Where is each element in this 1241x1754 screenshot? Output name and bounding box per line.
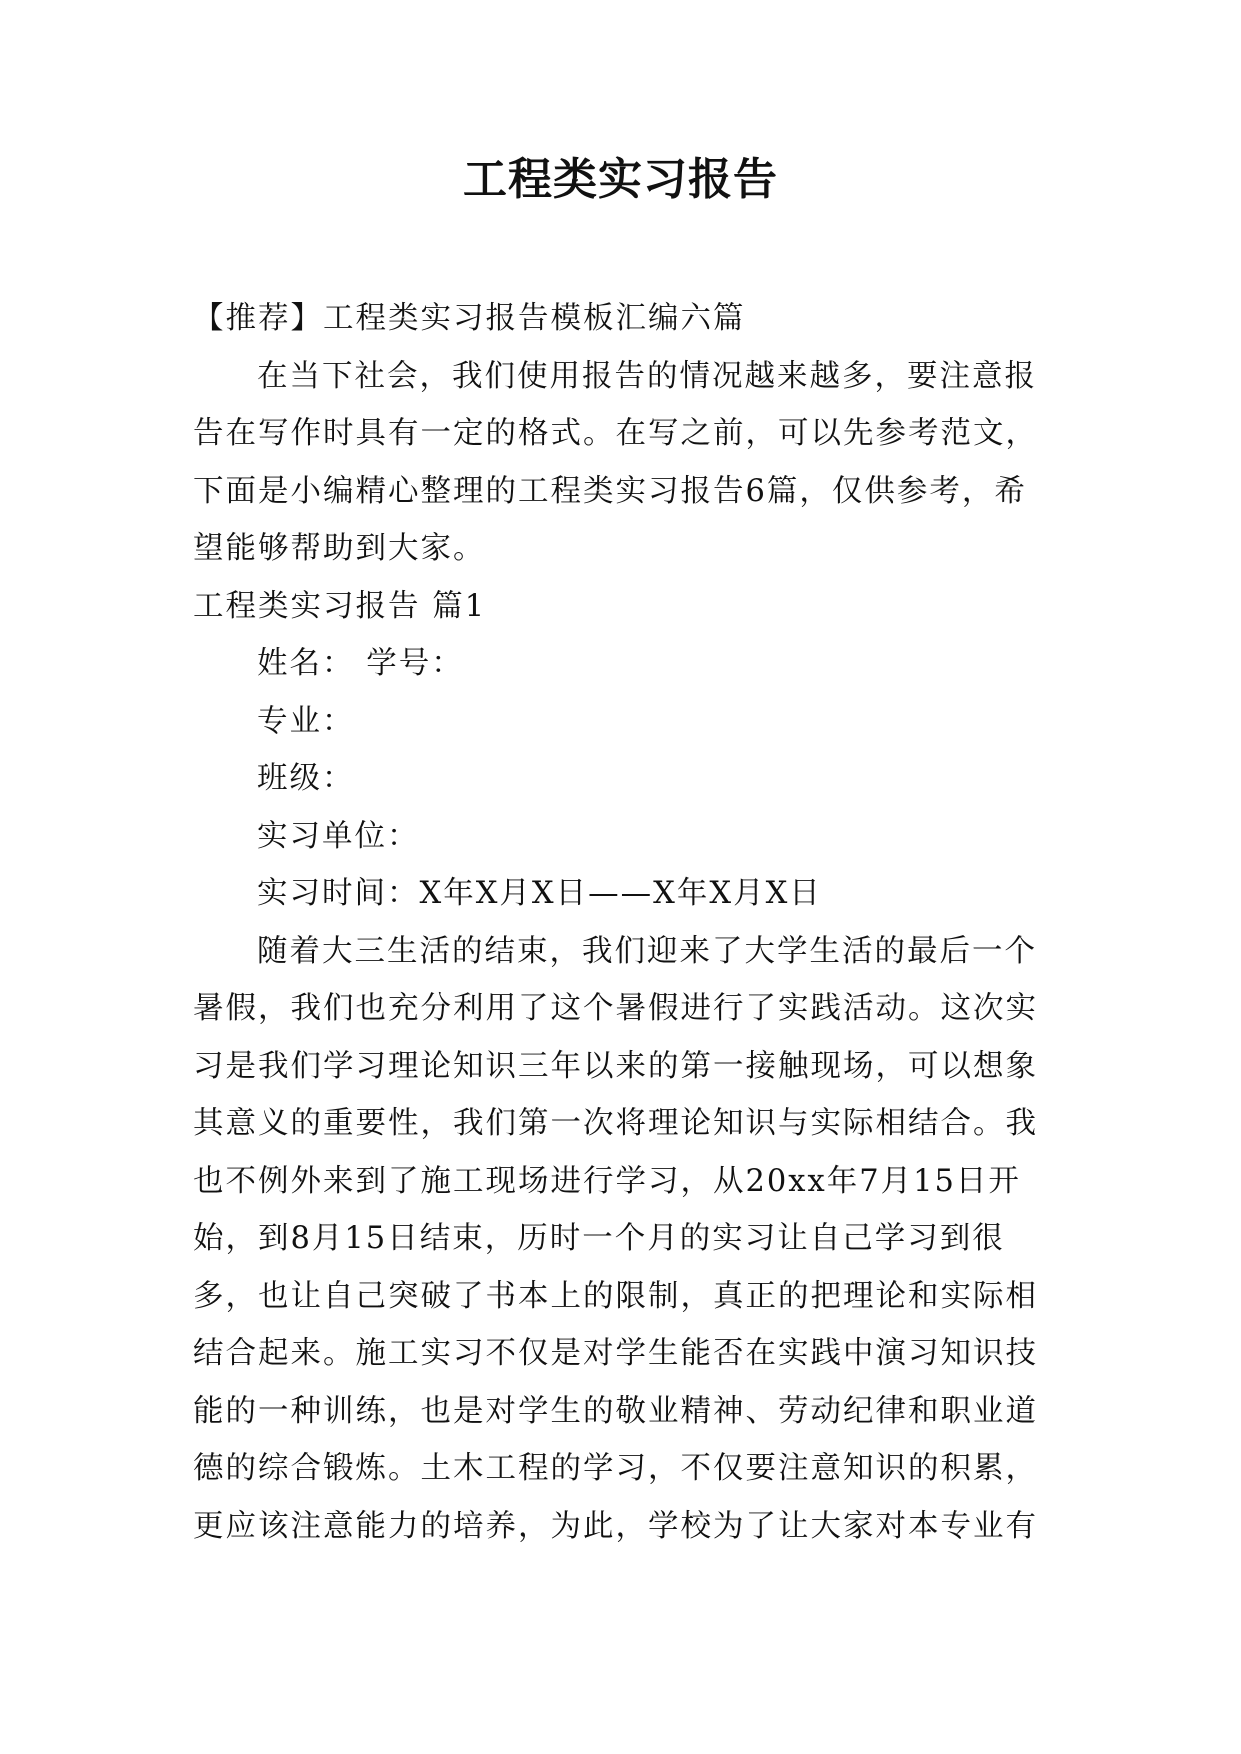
document-body xyxy=(193,290,1053,1555)
text-line: 下面是小编精心整理的工程类实习报告6篇，仅供参考，希 xyxy=(193,473,1027,509)
text-line: 其意义的重要性，我们第一次将理论知识与实际相结合。我 xyxy=(193,1106,1038,1141)
text-line: 也不例外来到了施工现场进行学习，从20xx年7月15日开 xyxy=(193,1163,1021,1199)
text-line: 随着大三生活的结束，我们迎来了大学生活的最后一个 xyxy=(257,933,1037,969)
text-line: 望能够帮助到大家。 xyxy=(193,531,486,566)
text-line: 暑假，我们也充分利用了这个暑假进行了实践活动。这次实 xyxy=(193,991,1038,1026)
form-field-name-id: 姓名： 学号： xyxy=(257,646,464,681)
form-field-major: 专业： xyxy=(257,703,355,739)
text-line: 结合起来。施工实习不仅是对学生能否在实践中演习知识技 xyxy=(193,1336,1038,1371)
text-line: 习是我们学习理论知识三年以来的第一接触现场，可以想象 xyxy=(193,1048,1038,1084)
text-line: 多，也让自己突破了书本上的限制，真正的把理论和实际相 xyxy=(193,1278,1038,1314)
text-line: 在当下社会，我们使用报告的情况越来越多，要注意报 xyxy=(257,358,1037,394)
text-line: 始，到8月15日结束，历时一个月的实习让自己学习到很 xyxy=(193,1221,1005,1256)
text-line: 告在写作时具有一定的格式。在写之前，可以先参考范文， xyxy=(193,416,1038,451)
text-line: 德的综合锻炼。土木工程的学习，不仅要注意知识的积累， xyxy=(193,1451,1038,1486)
form-field-class: 班级： xyxy=(257,761,355,796)
form-field-internship-time: 实习时间：X年X月X日——X年X月X日 xyxy=(257,876,822,911)
text-line: 能的一种训练，也是对学生的敬业精神、劳动纪律和职业道 xyxy=(193,1393,1038,1429)
document-title: 工程类实习报告 xyxy=(463,154,778,205)
section-heading: 工程类实习报告 篇1 xyxy=(193,588,487,624)
form-field-internship-unit: 实习单位： xyxy=(257,818,420,854)
text-line: 【推荐】工程类实习报告模板汇编六篇 xyxy=(193,301,746,336)
text-line: 更应该注意能力的培养，为此，学校为了让大家对本专业有 xyxy=(193,1508,1038,1544)
